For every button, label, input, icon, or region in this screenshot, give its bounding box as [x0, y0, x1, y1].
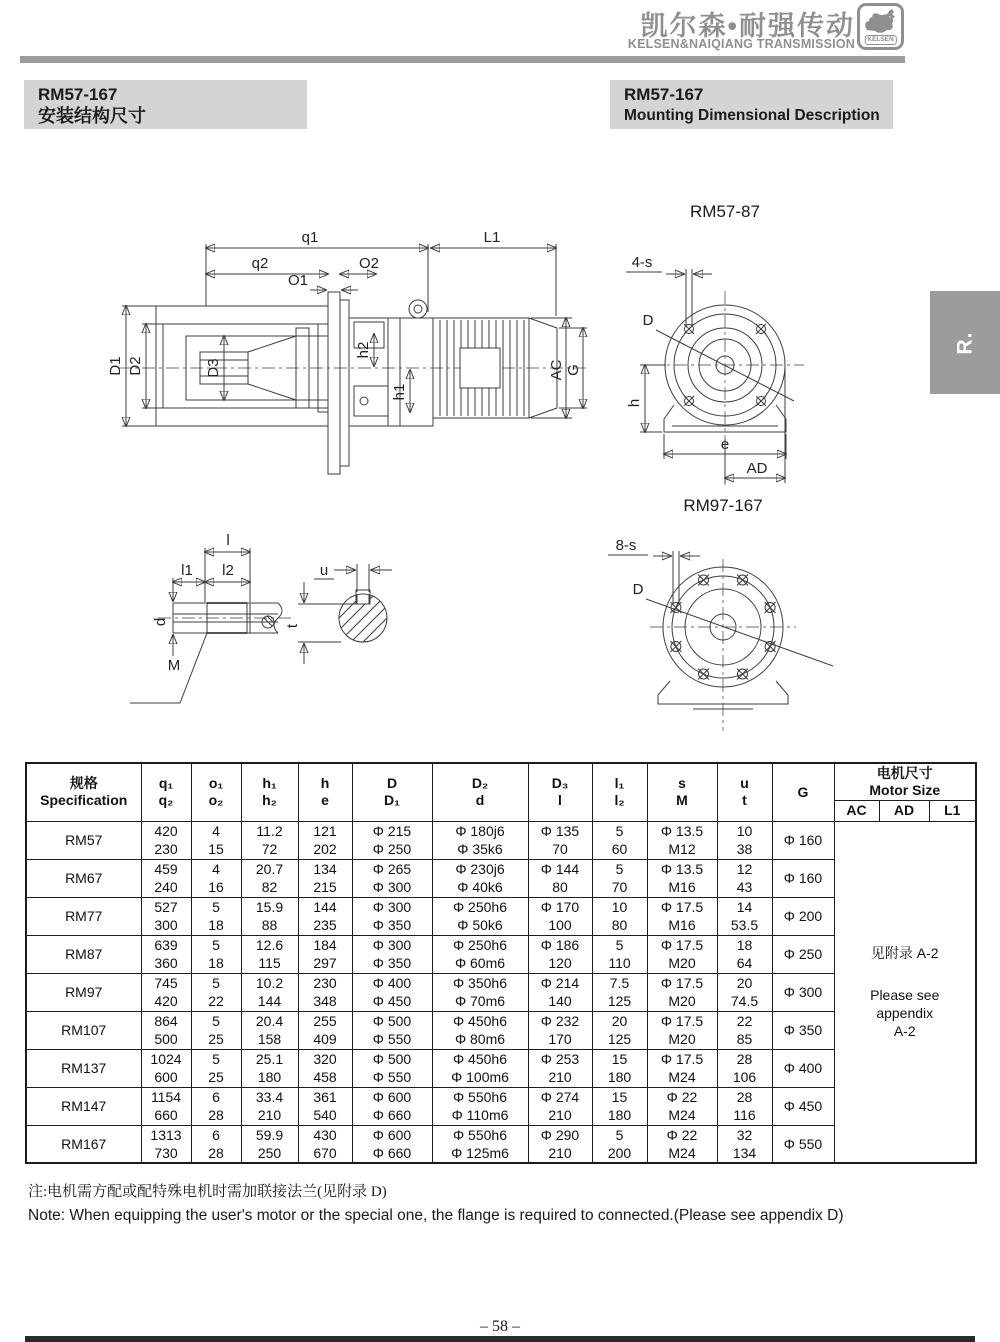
dim-cell: Φ 600 Φ 660: [352, 1125, 432, 1163]
table-row: [26, 1125, 976, 1163]
header-dim-7: l₁ l₂: [592, 763, 647, 821]
dim-cell: Φ 13.5 M12: [647, 821, 717, 859]
header-dim-0: q₁ q₂: [141, 763, 191, 821]
dim-cell: 28 116: [717, 1087, 772, 1125]
table-header-row: [26, 763, 976, 800]
header-motor-size: 电机尺寸 Motor Size: [834, 763, 976, 800]
dim-cell: Φ 300 Φ 350: [352, 935, 432, 973]
flange-view-rm97-167: [598, 523, 918, 738]
dim-cell: Φ 17.5 M20: [647, 973, 717, 1011]
dim-cell: Φ 17.5 M20: [647, 935, 717, 973]
dim-cell: 420 230: [141, 821, 191, 859]
dim-cell: Φ 600 Φ 660: [352, 1087, 432, 1125]
spec-name: RM87: [26, 935, 141, 973]
header-dim-8: s M: [647, 763, 717, 821]
dim-cell: Φ 170 100: [528, 897, 592, 935]
dim-cell: 25.1 180: [241, 1049, 298, 1087]
brand-title-cn: 凯尔森•耐强传动: [640, 11, 855, 41]
dim-cell: 864 500: [141, 1011, 191, 1049]
dim-label-q2: q2: [251, 255, 269, 272]
dim-cell: Φ 350: [772, 1011, 834, 1049]
dim-cell: 6 28: [191, 1087, 241, 1125]
dim-cell: Φ 350h6 Φ 70m6: [432, 973, 528, 1011]
dim-cell: 639 360: [141, 935, 191, 973]
table-row: [26, 1011, 976, 1049]
dim-cell: 1313 730: [141, 1125, 191, 1163]
dim-cell: Φ 400 Φ 450: [352, 973, 432, 1011]
header-dim-5: D₂ d: [432, 763, 528, 821]
note-en: Note: When equipping the user's motor or the special one, the flange is required to connected.(Please see appendix D): [28, 1207, 844, 1224]
model-range: RM57-167: [38, 85, 118, 104]
dim-cell: 459 240: [141, 859, 191, 897]
spec-name: RM107: [26, 1011, 141, 1049]
bolt-count-label: 4-s: [631, 254, 653, 271]
title-block-en: [610, 80, 893, 129]
dim-cell: Φ 230j6 Φ 40k6: [432, 859, 528, 897]
dim-cell: 1024 600: [141, 1049, 191, 1087]
dim-cell: 1154 660: [141, 1087, 191, 1125]
dim-cell: 28 106: [717, 1049, 772, 1087]
dim-cell: 255 409: [298, 1011, 352, 1049]
dim-label-D3: D3: [205, 358, 222, 378]
dim-cell: Φ 215 Φ 250: [352, 821, 432, 859]
dim-cell: 14 53.5: [717, 897, 772, 935]
dim-label-l2: l2: [222, 562, 234, 579]
spec-name: RM147: [26, 1087, 141, 1125]
dim-cell: Φ 550h6 Φ 125m6: [432, 1125, 528, 1163]
dim-label-e: e: [720, 436, 730, 453]
title-cn: 安装结构尺寸: [38, 106, 146, 126]
dim-cell: 11.2 72: [241, 821, 298, 859]
dim-cell: Φ 232 170: [528, 1011, 592, 1049]
dim-cell: Φ 250h6 Φ 60m6: [432, 935, 528, 973]
dim-label-G: G: [565, 364, 582, 376]
dim-cell: 15 180: [592, 1049, 647, 1087]
dim-cell: 12 43: [717, 859, 772, 897]
table-row: [26, 897, 976, 935]
dim-label-O2: O2: [358, 255, 380, 272]
table-row: [26, 821, 976, 859]
dim-label-u: u: [319, 562, 329, 579]
flange-large-title: RM97-167: [683, 496, 763, 515]
spec-name: RM67: [26, 859, 141, 897]
dim-cell: Φ 300: [772, 973, 834, 1011]
flange-small-title: RM57-87: [690, 202, 760, 221]
dim-cell: 4 16: [191, 859, 241, 897]
dim-cell: 10.2 144: [241, 973, 298, 1011]
dim-cell: 15.9 88: [241, 897, 298, 935]
header-dim-2: h₁ h₂: [241, 763, 298, 821]
header-dim-3: h e: [298, 763, 352, 821]
dim-cell: 32 134: [717, 1125, 772, 1163]
dim-label-D: D: [642, 312, 654, 329]
side-view-drawing: [88, 198, 588, 498]
dim-cell: 22 85: [717, 1011, 772, 1049]
spec-name: RM137: [26, 1049, 141, 1087]
dim-cell: 12.6 115: [241, 935, 298, 973]
dim-label-l1: l1: [181, 562, 193, 579]
dim-label-AC: AC: [548, 359, 565, 381]
dim-label-t: t: [284, 623, 301, 629]
dim-cell: Φ 135 70: [528, 821, 592, 859]
dim-cell: Φ 250: [772, 935, 834, 973]
dim-cell: 5 110: [592, 935, 647, 973]
dim-cell: Φ 17.5 M16: [647, 897, 717, 935]
header-divider: [20, 56, 905, 63]
dim-cell: 18 64: [717, 935, 772, 973]
spec-table-body: [26, 821, 976, 1163]
dim-cell: Φ 186 120: [528, 935, 592, 973]
dim-cell: 5 70: [592, 859, 647, 897]
dim-cell: Φ 22 M24: [647, 1087, 717, 1125]
dim-cell: Φ 250h6 Φ 50k6: [432, 897, 528, 935]
dim-cell: 527 300: [141, 897, 191, 935]
page-number: – 58 –: [480, 1318, 520, 1335]
dim-cell: 7.5 125: [592, 973, 647, 1011]
dim-label-D2: D2: [127, 356, 144, 376]
gear-icon: [861, 8, 902, 38]
dim-cell: 10 80: [592, 897, 647, 935]
dim-cell: Φ 500 Φ 550: [352, 1049, 432, 1087]
dim-label-d: d: [152, 617, 169, 627]
dim-label-h1: h1: [391, 383, 408, 401]
table-row: [26, 1049, 976, 1087]
dim-cell: Φ 500 Φ 550: [352, 1011, 432, 1049]
header-dim-9: u t: [717, 763, 772, 821]
dim-cell: Φ 214 140: [528, 973, 592, 1011]
dim-cell: Φ 17.5 M20: [647, 1011, 717, 1049]
dim-cell: Φ 300 Φ 350: [352, 897, 432, 935]
logo-text: KELSEN: [864, 35, 896, 45]
dim-label-q1: q1: [301, 229, 319, 246]
dim-label-l: l: [226, 532, 230, 549]
dim-cell: Φ 22 M24: [647, 1125, 717, 1163]
spec-name: RM77: [26, 897, 141, 935]
title-block-cn: [24, 80, 307, 129]
dim-cell: Φ 550: [772, 1125, 834, 1163]
dim-cell: Φ 450h6 Φ 100m6: [432, 1049, 528, 1087]
header-specification: 规格 Specification: [26, 763, 141, 821]
dim-cell: 59.9 250: [241, 1125, 298, 1163]
page-footer-bar: [25, 1336, 975, 1342]
header-motor-ac: AC: [834, 800, 879, 821]
dim-label-M: M: [167, 657, 181, 674]
bolt-count-label: 8-s: [615, 537, 637, 554]
header-dim-4: D D₁: [352, 763, 432, 821]
dim-label-AD: AD: [746, 460, 768, 477]
dim-cell: 320 458: [298, 1049, 352, 1087]
dim-cell: 745 420: [141, 973, 191, 1011]
header-dim-6: D₃ l: [528, 763, 592, 821]
dim-cell: Φ 400: [772, 1049, 834, 1087]
note-cn: 注:电机需方配或配特殊电机时需加联接法兰(见附录 D): [28, 1184, 387, 1200]
dim-cell: 6 28: [191, 1125, 241, 1163]
dim-cell: Φ 450h6 Φ 80m6: [432, 1011, 528, 1049]
table-row: [26, 1087, 976, 1125]
table-row: [26, 935, 976, 973]
dim-cell: 5 25: [191, 1011, 241, 1049]
table-row: [26, 859, 976, 897]
flange-view-rm57-87: [612, 233, 902, 488]
dim-label-O1: O1: [287, 272, 309, 289]
motor-size-note: 见附录 A-2 Please see appendix A-2: [834, 821, 976, 1163]
table-row: [26, 973, 976, 1011]
dim-cell: Φ 274 210: [528, 1087, 592, 1125]
spec-name: RM57: [26, 821, 141, 859]
dim-cell: 20 125: [592, 1011, 647, 1049]
dim-label-h: h: [626, 398, 643, 408]
section-letter: R.: [953, 331, 976, 354]
spec-name: RM167: [26, 1125, 141, 1163]
shaft-detail-drawing: [128, 518, 458, 728]
dim-cell: 5 25: [191, 1049, 241, 1087]
dim-cell: Φ 180j6 Φ 35k6: [432, 821, 528, 859]
dim-cell: Φ 450: [772, 1087, 834, 1125]
dim-cell: Φ 160: [772, 821, 834, 859]
header-dim-10: G: [772, 763, 834, 821]
dim-cell: 15 180: [592, 1087, 647, 1125]
section-index-tab: [930, 291, 1000, 394]
dim-cell: 121 202: [298, 821, 352, 859]
dim-cell: 361 540: [298, 1087, 352, 1125]
dim-cell: 5 18: [191, 897, 241, 935]
dim-cell: 5 18: [191, 935, 241, 973]
dim-cell: 33.4 210: [241, 1087, 298, 1125]
dim-cell: 4 15: [191, 821, 241, 859]
dim-label-D1: D1: [107, 356, 124, 376]
dim-cell: Φ 144 80: [528, 859, 592, 897]
dim-cell: Φ 13.5 M16: [647, 859, 717, 897]
dim-label-L1: L1: [483, 229, 501, 246]
dim-cell: Φ 265 Φ 300: [352, 859, 432, 897]
specification-table: [25, 762, 977, 1164]
title-en: Mounting Dimensional Description: [624, 107, 880, 124]
spec-table-head: [26, 763, 976, 821]
dim-cell: 20.7 82: [241, 859, 298, 897]
dim-cell: Φ 200: [772, 897, 834, 935]
brand-title-en: KELSEN&NAIQIANG TRANSMISSION: [627, 37, 855, 51]
dim-label-h2: h2: [355, 341, 372, 359]
dim-cell: Φ 17.5 M24: [647, 1049, 717, 1087]
dim-cell: Φ 550h6 Φ 110m6: [432, 1087, 528, 1125]
dim-label-D: D: [632, 581, 644, 598]
dim-cell: 20 74.5: [717, 973, 772, 1011]
dim-cell: 430 670: [298, 1125, 352, 1163]
dim-cell: 5 200: [592, 1125, 647, 1163]
dim-cell: Φ 160: [772, 859, 834, 897]
dim-cell: 10 38: [717, 821, 772, 859]
spec-name: RM97: [26, 973, 141, 1011]
dim-cell: 184 297: [298, 935, 352, 973]
dim-cell: 230 348: [298, 973, 352, 1011]
header-motor-ad: AD: [879, 800, 929, 821]
model-range-en: RM57-167: [624, 85, 704, 104]
dim-cell: 20.4 158: [241, 1011, 298, 1049]
dim-cell: Φ 253 210: [528, 1049, 592, 1087]
dim-cell: 134 215: [298, 859, 352, 897]
header-motor-l1: L1: [929, 800, 976, 821]
kelsen-logo: [857, 3, 904, 50]
header-dim-1: o₁ o₂: [191, 763, 241, 821]
dim-cell: Φ 290 210: [528, 1125, 592, 1163]
dim-cell: 5 22: [191, 973, 241, 1011]
dim-cell: 144 235: [298, 897, 352, 935]
dim-cell: 5 60: [592, 821, 647, 859]
